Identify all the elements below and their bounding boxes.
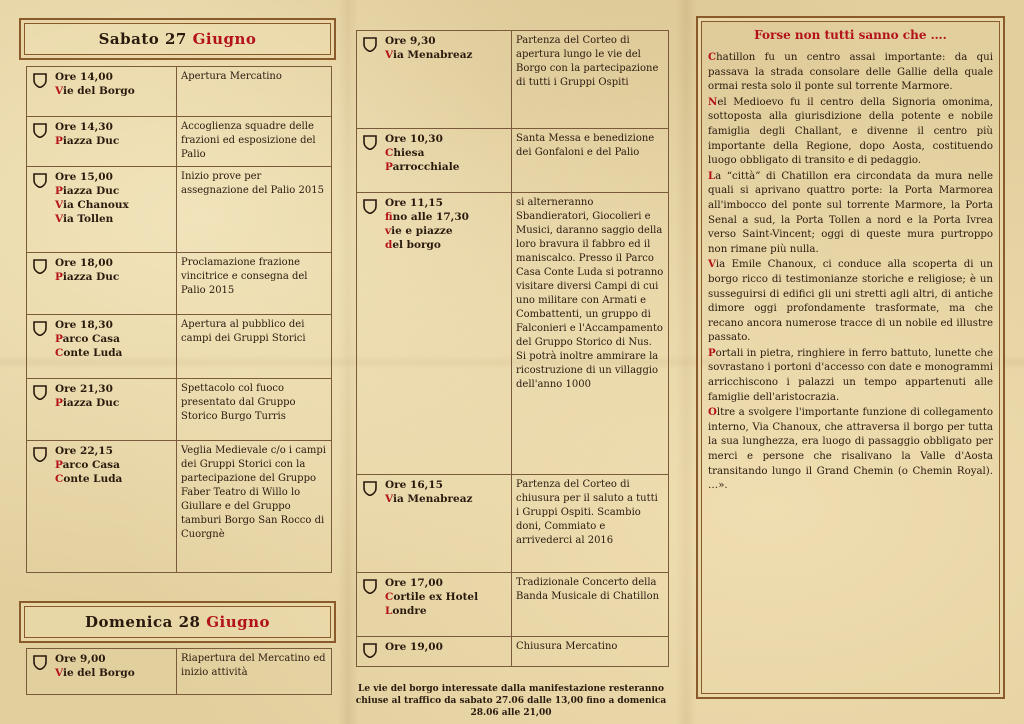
schedule-row (27, 379, 332, 441)
sunday-heading-month: Giugno (206, 613, 271, 631)
schedule-time-place (357, 129, 512, 193)
schedule-place: Parrocchiale (385, 161, 460, 173)
sunday-continued-schedule (356, 30, 669, 667)
sunday-heading-day: Domenica 28 (84, 613, 201, 631)
schedule-row (357, 129, 669, 193)
shield-icon (33, 447, 47, 462)
schedule-time-place (27, 441, 177, 573)
shield-icon (33, 123, 47, 138)
schedule-time: Ore 9,30 (385, 35, 436, 47)
schedule-place: Parco Casa (55, 459, 120, 471)
schedule-time: Ore 10,30 (385, 133, 443, 145)
saturday-heading-day: Sabato 27 (98, 30, 187, 48)
schedule-row (357, 637, 669, 667)
shield-icon (363, 199, 377, 214)
schedule-time: Ore 21,30 (55, 383, 113, 395)
schedule-place: Conte Luda (55, 473, 123, 485)
schedule-time-place (27, 167, 177, 253)
schedule-time-place (357, 573, 512, 637)
schedule-time: Ore 14,30 (55, 121, 113, 133)
shield-icon (33, 385, 47, 400)
schedule-time: Ore 15,00 (55, 171, 113, 183)
schedule-time-place (27, 117, 177, 167)
schedule-time: Ore 18,00 (55, 257, 113, 269)
schedule-description: Accoglienza squadre delle frazioni ed esposizione del Palio (177, 117, 332, 167)
schedule-place: Piazza Duc (55, 135, 120, 147)
schedule-place: Via Menabreaz (385, 493, 473, 505)
shield-icon (33, 259, 47, 274)
schedule-time-place (27, 379, 177, 441)
schedule-time: Ore 18,30 (55, 319, 113, 331)
saturday-heading (19, 18, 336, 60)
schedule-row (27, 315, 332, 379)
schedule-place: Cortile ex Hotel (385, 591, 479, 603)
schedule-time-place (27, 67, 177, 117)
shield-icon (363, 481, 377, 496)
schedule-time: Ore 16,15 (385, 479, 443, 491)
schedule-place: Vie del Borgo (55, 667, 135, 679)
schedule-place: Via Chanoux (55, 199, 129, 211)
schedule-time-place (357, 475, 512, 573)
history-paragraph: La “città” di Chatillon era circondata da mura nelle quali si aprivano quattro porte: la Porta Marmorea all'imbocco del ponte sul torrente Marmore, la Porta Senal a sud, la Porta Tollen a nord e la Porta Ivrea verso Saint-Vincent; oggi di queste mura purtroppo non rimane più nulla. (708, 169, 993, 255)
schedule-row (27, 167, 332, 253)
schedule-place: Conte Luda (55, 347, 123, 359)
schedule-place: Piazza Duc (55, 397, 120, 409)
shield-icon (33, 73, 47, 88)
schedule-description: Partenza del Corteo di apertura lungo le vie del Borgo con la partecipazione di tutti i Gruppi Ospiti (512, 31, 669, 129)
schedule-time: Ore 9,00 (55, 653, 106, 665)
history-paragraph: Chatillon fu un centro assai importante: da qui passava la strada consolare delle Gallie della quale ormai resta solo il ponte sul torrente Marmore. (708, 51, 993, 93)
schedule-place: Chiesa (385, 147, 425, 159)
schedule-place: vie e piazze (385, 225, 453, 237)
schedule-description: si alterneranno Sbandieratori, Giocolieri e Musici, daranno saggio della loro bravura il fabbro ed il maniscalco. Presso il Parco Casa Conte Luda si potranno visitare diversi Campi di cui uno militare con Armati e Combattenti, un gruppo di Falconieri e l'Accampamento del Gruppo Storico di Nus. Si potrà inoltre ammirare la ricostruzione di un villaggio dell'anno 1000 (512, 193, 669, 475)
schedule-row (27, 441, 332, 573)
schedule-place: Vie del Borgo (55, 85, 135, 97)
schedule-time: Ore 11,15 (385, 197, 443, 209)
schedule-time: Ore 17,00 (385, 577, 443, 589)
history-paragraph: Portali in pietra, ringhiere in ferro battuto, lunette che sovrastano i portoni d'accesso con date e monogrammi arricchiscono i palazzi un tempo appartenuti alle famiglie dell'aristocrazia. (708, 346, 993, 403)
schedule-row (27, 253, 332, 315)
sunday-heading (19, 601, 336, 643)
schedule-place: Via Menabreaz (385, 49, 473, 61)
schedule-time-place (27, 253, 177, 315)
schedule-place: Via Tollen (55, 213, 114, 225)
schedule-place: Piazza Duc (55, 271, 120, 283)
schedule-time: Ore 22,15 (55, 445, 113, 457)
shield-icon (363, 135, 377, 150)
schedule-description: Chiusura Mercatino (512, 637, 669, 667)
schedule-description: Apertura al pubblico dei campi dei Gruppi Storici (177, 315, 332, 379)
schedule-description: Veglia Medievale c/o i campi dei Gruppi Storici con la partecipazione del Gruppo Faber Teatro di Willo lo Giullare e del Gruppo tamburi Borgo San Rocco di Cuorgnè (177, 441, 332, 573)
history-paragraph: Oltre a svolgere l'importante funzione di collegamento interno, Via Chanoux, che attraversa il borgo per tutta la sua lunghezza, era luogo di passaggio obbligato per merci e persone che risalivano la Valle d'Aosta transitando lungo il Grand Chemin (o Chemin Royal). …». (708, 406, 993, 492)
schedule-row (357, 475, 669, 573)
schedule-time-place (357, 193, 512, 475)
schedule-time: Ore 14,00 (55, 71, 113, 83)
schedule-row (357, 573, 669, 637)
schedule-description: Santa Messa e benedizione dei Gonfaloni e del Palio (512, 129, 669, 193)
schedule-time: Ore 19,00 (385, 641, 443, 653)
shield-icon (363, 579, 377, 594)
sunday-schedule (26, 648, 332, 695)
schedule-place: Londre (385, 605, 427, 617)
shield-icon (33, 321, 47, 336)
schedule-description: Spettacolo col fuoco presentato dal Gruppo Storico Burgo Turris (177, 379, 332, 441)
schedule-description: Inizio prove per assegnazione del Palio 2015 (177, 167, 332, 253)
history-paragraph: Nel Medioevo fu il centro della Signoria omonima, sottoposta alla giurisdizione della potente e nobile famiglia degli Challant, e divenne il centro più importante della Regione, dopo Aosta, costituendo luogo obbligato di transito e di pedaggio. (708, 95, 993, 167)
traffic-notice: Le vie del borgo interessate dalla manifestazione resteranno chiuse al traffico da sabato 27.06 dalle 13,00 fino a domenica 28.06 alle 21,00 (355, 684, 667, 718)
schedule-time-place (27, 315, 177, 379)
schedule-description: Apertura Mercatino (177, 67, 332, 117)
schedule-row (357, 193, 669, 475)
schedule-place: fino alle 17,30 (385, 211, 469, 223)
schedule-place: del borgo (385, 239, 441, 251)
shield-icon (363, 643, 377, 658)
saturday-schedule (26, 66, 332, 573)
schedule-description: Proclamazione frazione vincitrice e consegna del Palio 2015 (177, 253, 332, 315)
schedule-description: Partenza del Corteo di chiusura per il saluto a tutti i Gruppi Ospiti. Scambio doni, Commiato e arrivederci al 2016 (512, 475, 669, 573)
schedule-time-place (27, 649, 177, 695)
schedule-row (27, 67, 332, 117)
saturday-heading-month: Giugno (192, 30, 257, 48)
history-box (696, 16, 1005, 699)
shield-icon (363, 37, 377, 52)
schedule-place: Piazza Duc (55, 185, 120, 197)
history-text (708, 50, 993, 494)
schedule-description: Tradizionale Concerto della Banda Musicale di Chatillon (512, 573, 669, 637)
shield-icon (33, 655, 47, 670)
shield-icon (33, 173, 47, 188)
schedule-description: Riapertura del Mercatino ed inizio attività (177, 649, 332, 695)
schedule-row (27, 117, 332, 167)
schedule-row (357, 31, 669, 129)
history-paragraph: Via Emile Chanoux, ci conduce alla scoperta di un borgo ricco di testimonianze storiche e religiose; è un susseguirsi di edifici gli uni stretti agli altri, di antiche dimore oggi profondamente trasformate, ma che recano ancora numerose tracce di un nobile ed illustre passato. (708, 258, 993, 344)
schedule-row (27, 649, 332, 695)
schedule-place: Parco Casa (55, 333, 120, 345)
schedule-time-place (357, 31, 512, 129)
history-title: Forse non tutti sanno che …. (754, 28, 947, 42)
schedule-time-place (357, 637, 512, 667)
